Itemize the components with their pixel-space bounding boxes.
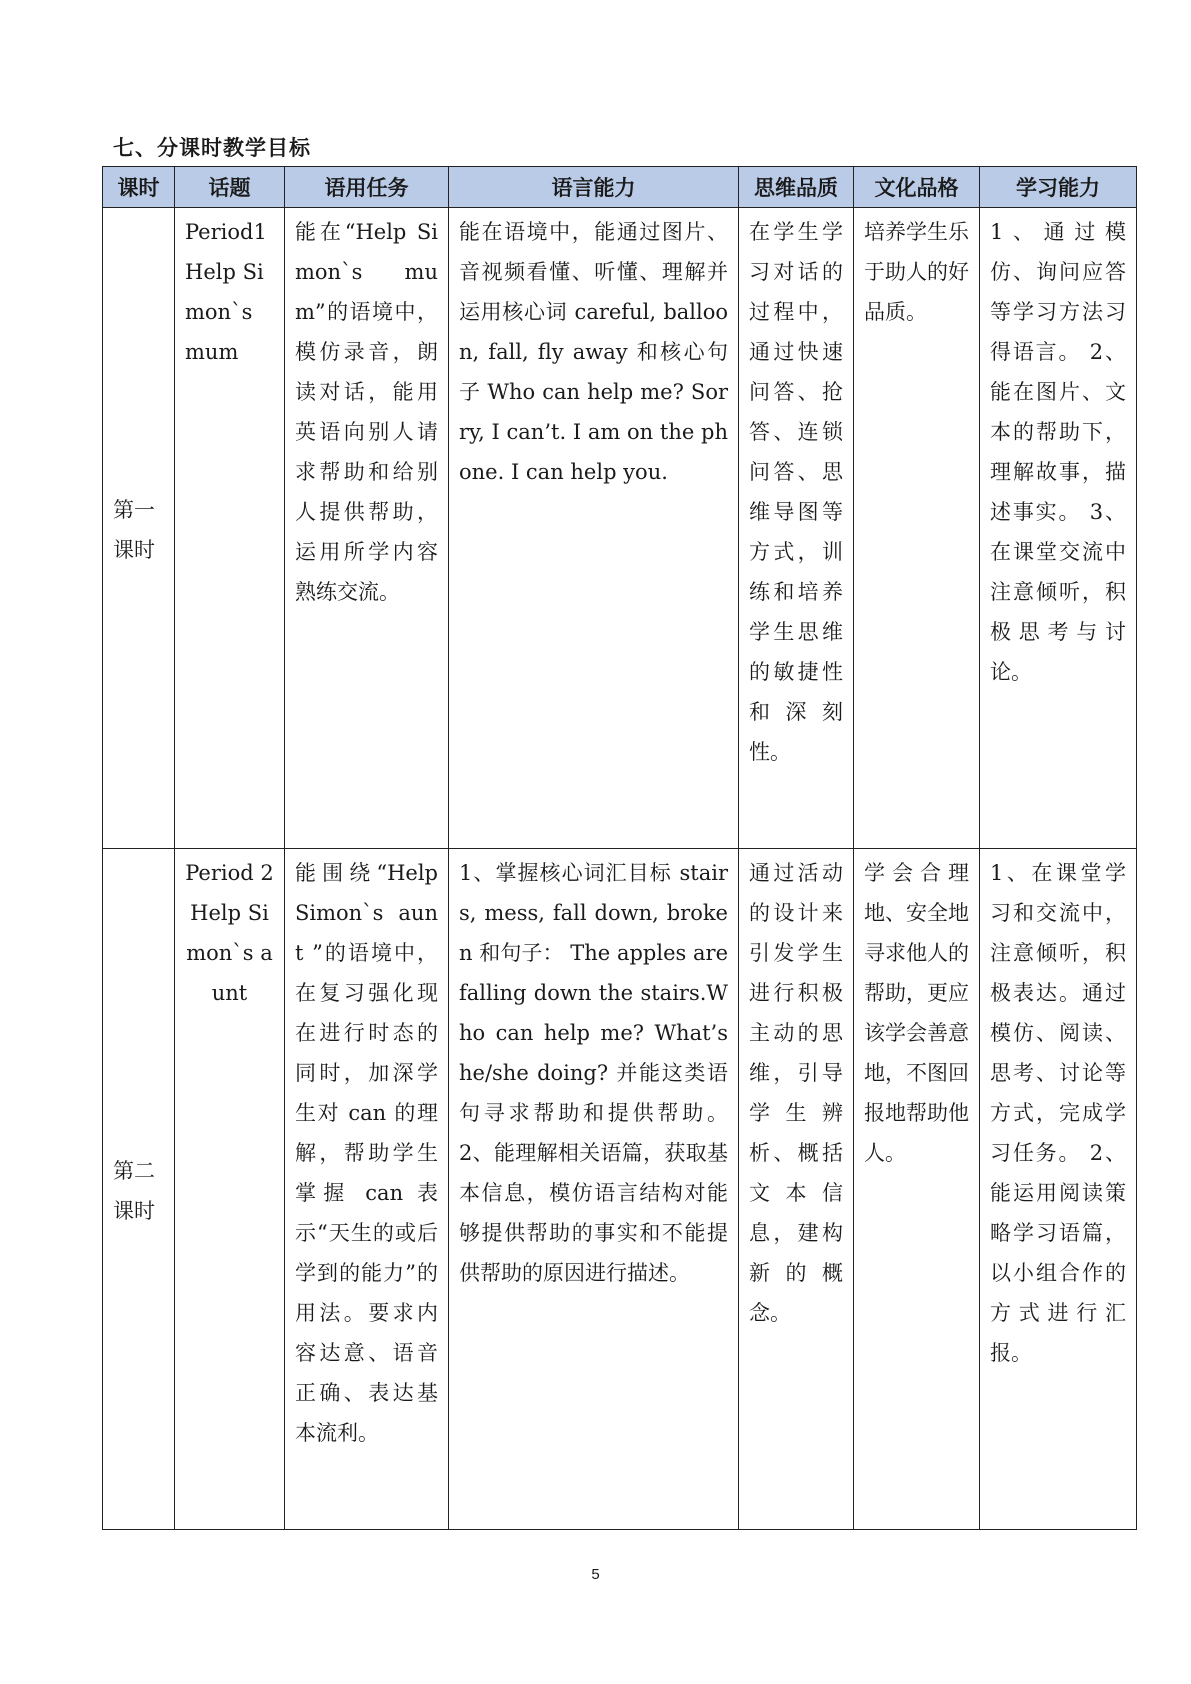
header-topic: 话题	[175, 167, 285, 208]
page-number: 5	[591, 1566, 600, 1583]
header-language: 语言能力	[449, 167, 739, 208]
language-cell: 1、掌握核心词汇目标 stairs, mess, fall down, broken 和句子： The apples are falling down the stairs.Who can help me? What’s he/she doing? 并能这类语句寻求帮助和提供帮助。 2、能理解相关语篇，获取基本信息，模仿语言结构对能够提供帮助的事实和不能提供帮助的原因进行描述。	[449, 849, 739, 1530]
culture-cell: 学会合理地、安全地寻求他人的帮助，更应该学会善意地，不图回报地帮助他人。	[854, 849, 980, 1530]
thinking-cell: 在学生学习对话的过程中，通过快速问答、抢答、连锁问答、思维导图等方式，训练和培养学生思维的敏捷性和深刻性。	[739, 208, 854, 849]
section-title: 七、分课时教学目标	[113, 136, 311, 160]
header-period: 课时	[103, 167, 175, 208]
lesson-objectives-table	[102, 166, 1137, 1530]
table-row	[103, 208, 1137, 849]
header-thinking: 思维品质	[739, 167, 854, 208]
topic-cell: Period 2 Help Simon`s aunt	[175, 849, 285, 1530]
table-row	[103, 849, 1137, 1530]
period-cell: 第一课时	[103, 208, 175, 849]
thinking-cell: 通过活动的设计来引发学生进行积极主动的思维，引导学生辨析、概括文本信息，建构新的概念。	[739, 849, 854, 1530]
header-row	[103, 167, 1137, 208]
header-learning: 学习能力	[980, 167, 1137, 208]
header-task: 语用任务	[285, 167, 449, 208]
topic-cell: Period1 Help Simon`s mum	[175, 208, 285, 849]
learning-cell: 1、在课堂学习和交流中，注意倾听，积极表达。通过模仿、阅读、思考、讨论等方式，完成学习任务。 2、能运用阅读策略学习语篇，以小组合作的方式进行汇报。	[980, 849, 1137, 1530]
task-cell: 能在“Help Simon`s mum”的语境中，模仿录音，朗读对话，能用英语向别人请求帮助和给别人提供帮助，运用所学内容熟练交流。	[285, 208, 449, 849]
culture-cell: 培养学生乐于助人的好品质。	[854, 208, 980, 849]
language-cell: 能在语境中，能通过图片、音视频看懂、听懂、理解并运用核心词 careful, balloon, fall, fly away 和核心句子 Who can help me? Sorry, I can’t. I am on the phone. I can help you.	[449, 208, 739, 849]
task-cell: 能围绕“Help Simon`s aunt ”的语境中，在复习强化现在进行时态的同时，加深学生对 can 的理解，帮助学生掌握 can 表示“天生的或后学到的能力”的用法。要求内容达意、语音正确、表达基本流利。	[285, 849, 449, 1530]
learning-cell: 1、通过模仿、询问应答等学习方法习得语言。 2、能在图片、文本的帮助下，理解故事，描述事实。 3、在课堂交流中注意倾听，积极思考与讨论。	[980, 208, 1137, 849]
header-culture: 文化品格	[854, 167, 980, 208]
period-cell: 第二课时	[103, 849, 175, 1530]
